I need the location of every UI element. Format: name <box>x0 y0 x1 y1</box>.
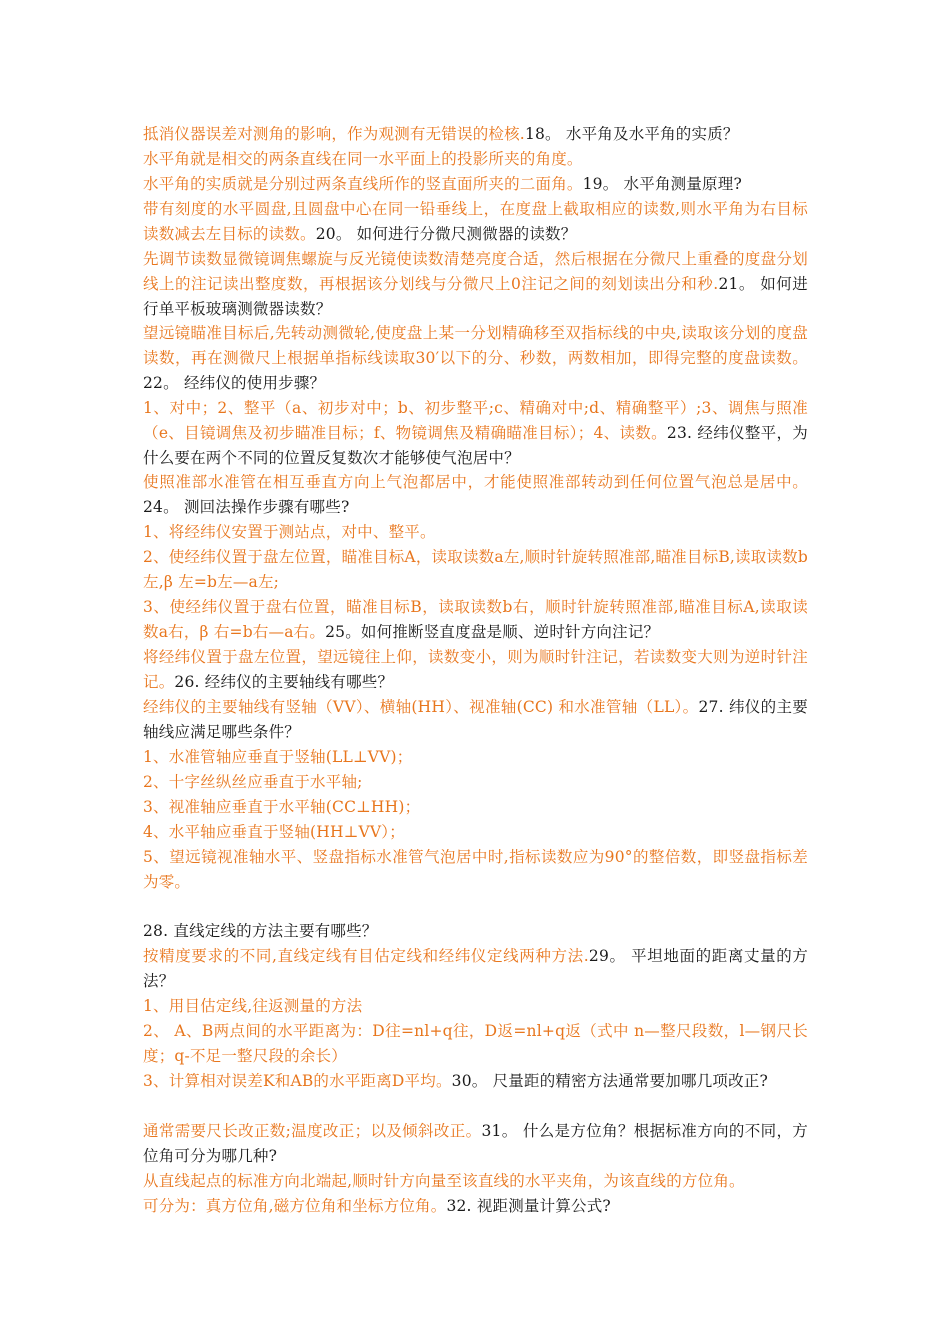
answer-text: 1、将经纬仪安置于测站点，对中、整平。 <box>143 523 436 541</box>
paragraph-20 <box>143 944 808 994</box>
question-text: 20。 如何进行分微尺测微器的读数？ <box>315 224 577 243</box>
answer-text: 望远镜瞄准目标后,先转动测微轮,使度盘上某一分划精确移至双指标线的中央,读取该分划的度盘读数，再在测微尺上根据单指标线读取30′以下的分、秒数，两数相加，即得完整的度盘读数。 <box>143 324 808 367</box>
paragraph-17 <box>143 820 808 845</box>
paragraph-24 <box>143 1119 808 1169</box>
answer-text: 抵消仪器误差对测角的影响，作为观测有无错误的检核. <box>143 125 525 143</box>
paragraph-10 <box>143 545 808 595</box>
answer-text: 带有刻度的水平圆盘,且圆盘中心在同一铅垂线上，在度盘上截取相应的读数,则水平角为右目标读数减去左目标的读数。 <box>143 200 808 243</box>
answer-text: 2、 A、B两点间的水平距离为：D往=nl+q往，D返=nl+q返（式中 n—整尺段数，l—钢尺长度；q-不足一整尺段的余长） <box>143 1022 808 1065</box>
question-text: 31。 什么是方位角？根据标准方向的不同，方位角可分为哪几种? <box>143 1122 808 1165</box>
question-text: 19。 水平角测量原理? <box>582 175 742 193</box>
answer-text: 1、对中；2、整平（a、初步对中；b、初步整平;c、精确对中;d、精确整平）;3、调焦与照准（e、目镜调焦及初步瞄准目标；f、物镜调焦及精确瞄准目标）；4、读数。 <box>143 399 808 442</box>
answer-text: 2、十字丝纵丝应垂直于水平轴; <box>143 773 363 791</box>
answer-text: 2、使经纬仪置于盘左位置，瞄准目标A，读取读数a左,顺时针旋转照准部,瞄准目标B,读取读数b左,β 左=b左—a左; <box>143 548 808 591</box>
question-text: 25。如何推断竖直度盘是顺、逆时针方向注记？ <box>325 622 660 641</box>
answer-text: 4、水平轴应垂直于竖轴(HH⊥VV）； <box>143 823 405 841</box>
question-text: 32. 视距测量计算公式? <box>446 1197 611 1215</box>
paragraph-22 <box>143 1019 808 1069</box>
paragraph-23 <box>143 1069 808 1094</box>
answer-text: 按精度要求的不同,直线定线有目估定线和经纬仪定线两种方法. <box>143 947 589 965</box>
paragraph-9 <box>143 520 808 545</box>
answer-text: 1、水准管轴应垂直于竖轴(LL⊥VV)； <box>143 748 413 766</box>
answer-text: 水平角的实质就是分别过两条直线所作的竖直面所夹的二面角。 <box>143 175 583 193</box>
question-text: 28. 直线定线的方法主要有哪些？ <box>143 922 378 940</box>
answer-text: 经纬仪的主要轴线有竖轴（VV）、横轴(HH）、视准轴(CC) 和水准管轴（LL）。 <box>143 698 699 716</box>
question-text: 21。 如何进行单平板玻璃测微器读数？ <box>143 274 808 318</box>
paragraph-11 <box>143 595 808 645</box>
question-text: 30。 尺量距的精密方法通常要加哪几项改正? <box>451 1072 769 1090</box>
paragraph-6 <box>143 321 808 395</box>
question-text: 27. 纬仪的主要轴线应满足哪些条件？ <box>143 698 808 741</box>
paragraph-12 <box>143 645 808 695</box>
paragraph-16 <box>143 795 808 820</box>
answer-text: 1、用目估定线,往返测量的方法 <box>143 997 363 1015</box>
question-text: 26. 经纬仪的主要轴线有哪些？ <box>174 672 394 691</box>
paragraph-14 <box>143 745 808 770</box>
question-text: 24。 测回法操作步骤有哪些? <box>143 497 350 516</box>
paragraph-5 <box>143 247 808 321</box>
answer-text: 使照准部水准管在相互垂直方向上气泡都居中，才能使照准部转动到任何位置气泡总是居中。 <box>143 473 808 491</box>
answer-text: 3、使经纬仪置于盘右位置，瞄准目标B，读取读数b右，顺时针旋转照准部,瞄准目标A,读取读数a右，β 右=b右—a右。 <box>143 598 808 641</box>
answer-text: 水平角就是相交的两条直线在同一水平面上的投影所夹的角度。 <box>143 150 583 168</box>
paragraph-4 <box>143 197 808 247</box>
paragraph-21 <box>143 994 808 1019</box>
question-text: 23. 经纬仪整平，为什么要在两个不同的位置反复数次才能够使气泡居中？ <box>143 423 809 467</box>
answer-text: 可分为：真方位角,磁方位角和坐标方位角。 <box>143 1197 447 1215</box>
paragraph-19 <box>143 919 808 944</box>
paragraph-2 <box>143 147 808 172</box>
paragraph-7 <box>143 396 808 470</box>
paragraph-3 <box>143 172 808 197</box>
paragraph-15 <box>143 770 808 795</box>
paragraph-8 <box>143 470 808 520</box>
paragraph-25 <box>143 1169 808 1194</box>
answer-text: 5、望远镜视准轴水平、竖盘指标水准管气泡居中时,指标读数应为90°的整倍数，即竖盘指标差为零。 <box>143 848 808 891</box>
question-text: 29。 平坦地面的距离丈量的方法？ <box>143 947 809 990</box>
paragraph-26 <box>143 1194 808 1219</box>
answer-text: 先调节读数显微镜调焦螺旋与反光镜使读数清楚亮度合适，然后根据在分微尺上重叠的度盘分划线上的注记读出整度数，再根据该分划线与分微尺上0注记之间的刻划读出分和秒. <box>143 250 808 293</box>
answer-text: 从直线起点的标准方向北端起,顺时针方向量至该直线的水平夹角，为该直线的方位角。 <box>143 1172 745 1190</box>
answer-text: 将经纬仪置于盘左位置，望远镜往上仰，读数变小，则为顺时针注记，若读数变大则为逆时针注记。 <box>143 648 808 691</box>
answer-text: 3、计算相对误差K和AB的水平距离D平均。 <box>143 1072 452 1090</box>
answer-text: 通常需要尺长改正数;温度改正；以及倾斜改正。 <box>143 1122 482 1140</box>
paragraph-13 <box>143 695 808 745</box>
paragraph-1 <box>143 122 808 147</box>
question-text: 18。 水平角及水平角的实质？ <box>524 125 739 143</box>
question-text: 22。 经纬仪的使用步骤？ <box>143 373 326 392</box>
answer-text: 3、视准轴应垂直于水平轴(CC⊥HH)； <box>143 798 421 816</box>
paragraph-18 <box>143 845 808 895</box>
